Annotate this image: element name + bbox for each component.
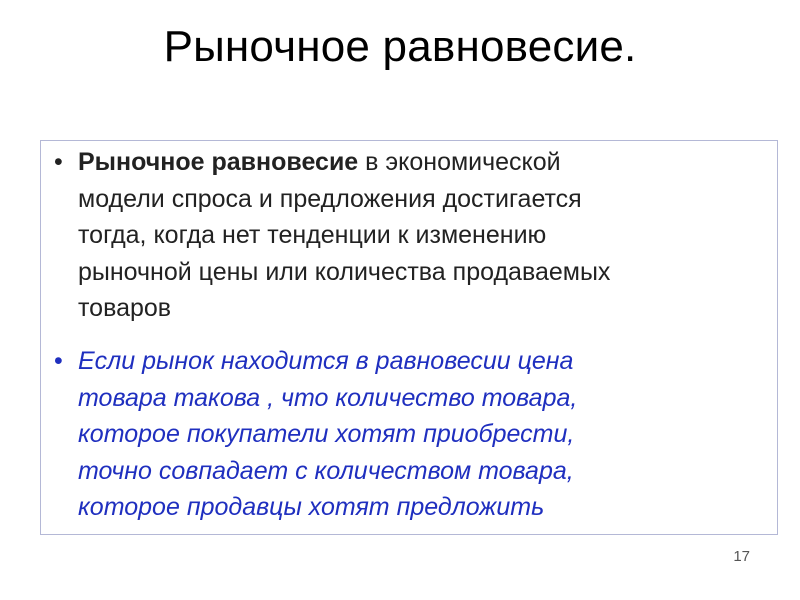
bullet-line: товара такова , что количество товара, bbox=[78, 383, 578, 412]
bullet-line: которое покупатели хотят приобрести, bbox=[78, 420, 575, 449]
bullet-item-explanation bbox=[54, 343, 768, 526]
bullet-dot-icon: • bbox=[54, 148, 63, 176]
bullet-dot-icon: • bbox=[54, 347, 63, 375]
bullet-line: модели спроса и предложения достигается bbox=[78, 184, 582, 213]
bullet-item-definition bbox=[54, 144, 768, 327]
bullet-line: товаров bbox=[78, 294, 172, 323]
page-number: 17 bbox=[733, 548, 750, 565]
bullet-line: точно совпадает с количеством товара, bbox=[78, 456, 574, 485]
bullet-line: Если рынок находится в равновесии цена bbox=[78, 347, 574, 375]
bullet-line bbox=[78, 144, 768, 181]
bullet-line-text: в экономической bbox=[358, 148, 561, 176]
bullet-line: тогда, когда нет тенденции к изменению bbox=[78, 221, 547, 250]
slide-title: Рыночное равновесие. bbox=[163, 22, 637, 71]
bullet-bold-lead: Рыночное равновесие bbox=[78, 148, 359, 176]
bullet-line: которое продавцы хотят предложить bbox=[78, 493, 545, 522]
content-box bbox=[40, 140, 778, 535]
bullet-line: рыночной цены или количества продаваемых bbox=[78, 257, 611, 286]
